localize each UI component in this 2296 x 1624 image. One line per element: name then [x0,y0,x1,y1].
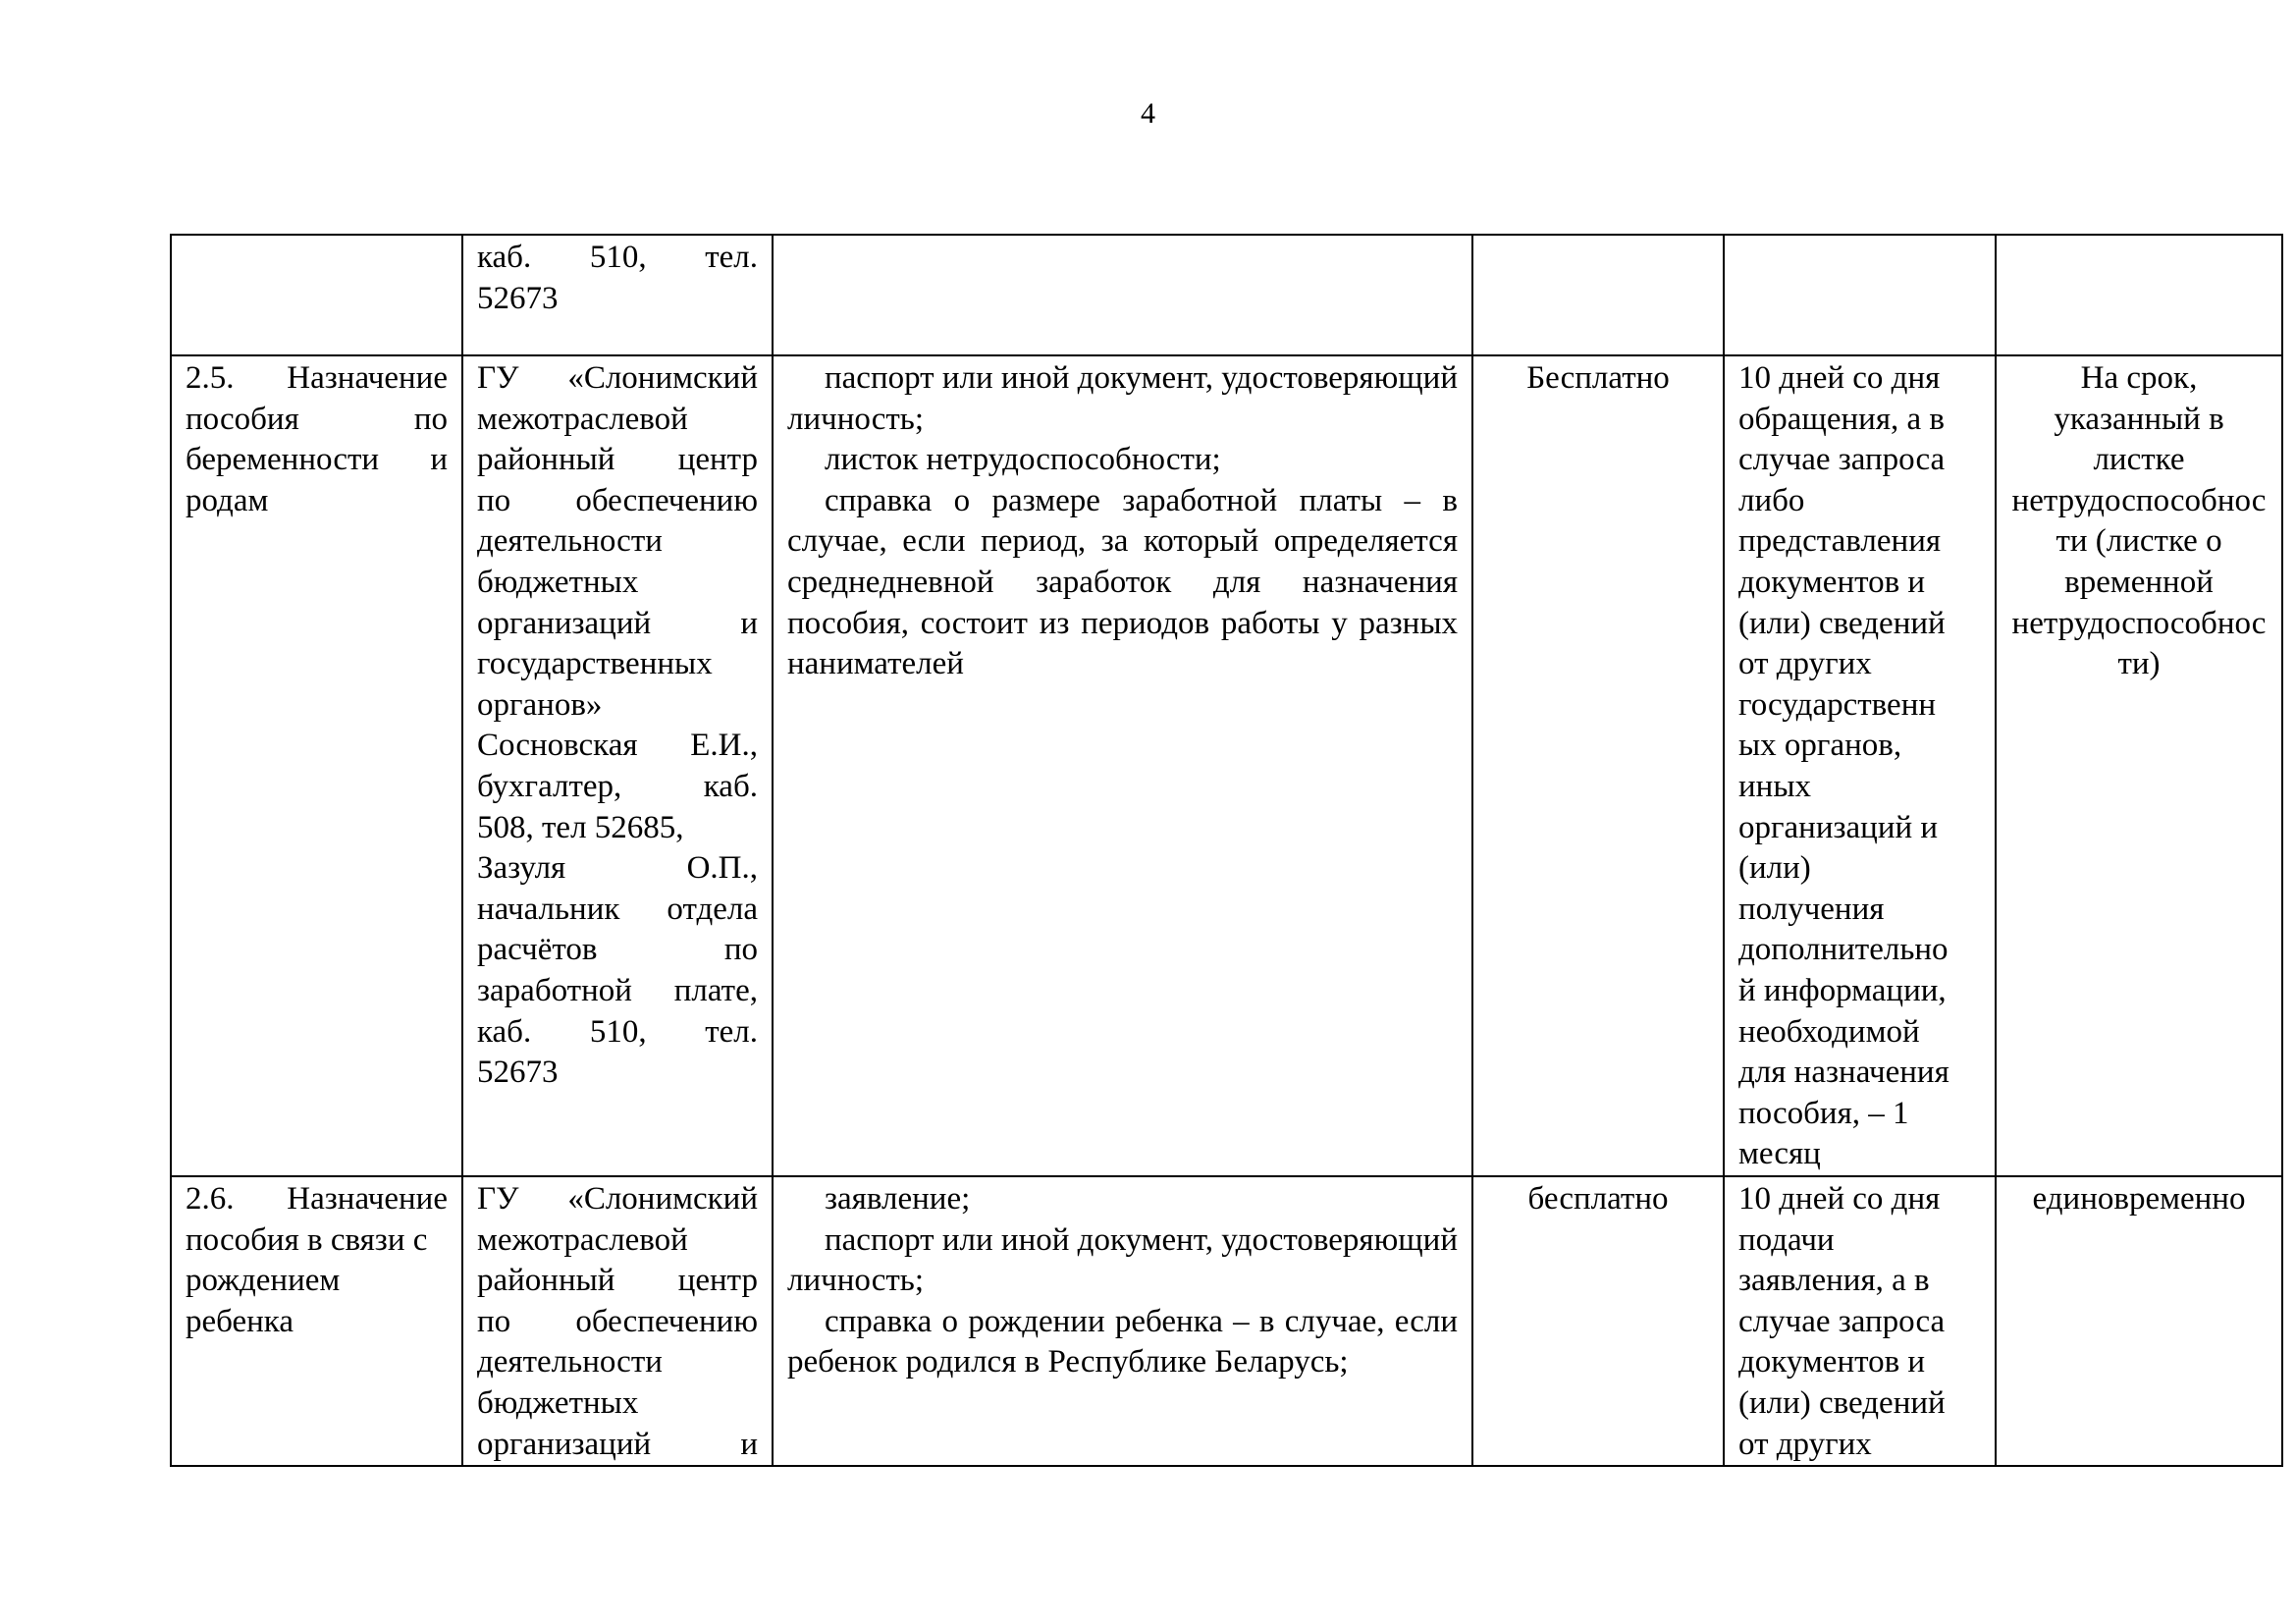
text-line: расчётов по [477,932,758,968]
table-row [171,235,2282,355]
text-line: ГУ «Слонимский [477,1181,758,1217]
validity-cell [1996,235,2282,355]
term-cell [1724,235,1996,355]
text-line: случае запроса [1738,1303,1946,1339]
text-line: организаций и [477,1426,758,1462]
text-line: органов» [477,686,603,723]
text-line: указанный в [2054,401,2224,437]
validity-cell [1996,1176,2282,1466]
fee-text: Бесплатно [1526,360,1670,396]
text-line: необходимой [1738,1013,1920,1050]
text-line: 10 дней со дня [1738,360,1941,396]
table-row [171,355,2282,1176]
text-line: нетрудоспособнос [2011,482,2267,518]
text-line: получения [1738,891,1885,927]
text-line: начальник отдела [477,891,758,927]
text-line: бюджетных [477,1384,639,1421]
text-line: каб. 510, тел. [477,1013,758,1050]
text-line: пособия, – 1 [1738,1095,1909,1131]
fee-cell [1472,1176,1724,1466]
text-line: по обеспечению [477,482,758,518]
text-line: 52673 [477,280,559,316]
text-line: й информации, [1738,972,1947,1008]
text-line: государственных [477,646,713,682]
responsible-body-cell [462,355,773,1176]
text-line: подачи [1738,1221,1835,1258]
text-line: ГУ «Слонимский [477,360,758,396]
text-line: обращения, а в [1738,401,1945,437]
text-line: временной [2064,564,2214,600]
text-line: межотраслевой [477,401,688,437]
text-line: ти (листке о [2056,523,2222,560]
responsible-body-cell [462,235,773,355]
text-line: единовременно [2032,1181,2246,1217]
text-line: для назначения [1738,1055,1949,1091]
page-number: 4 [1141,97,1155,130]
text-line: родам [186,482,269,518]
text-line: беременности и [186,442,448,478]
text-line: государственн [1738,686,1937,723]
text-line: (или) [1738,850,1811,887]
documents-cell [773,235,1472,355]
validity-cell [1996,355,2282,1176]
text-line: документов и [1738,1344,1926,1380]
text-line: 10 дней со дня [1738,1181,1941,1217]
text-line: На срок, [2080,360,2198,396]
text-line: Сосновская Е.И., [477,728,758,764]
text-line: межотраслевой [477,1221,688,1258]
fee-text: бесплатно [1527,1181,1669,1217]
text-line: документов и [1738,564,1926,600]
procedure-name-cell [171,235,462,355]
text-line: нетрудоспособнос [2011,605,2267,641]
table-row [171,1176,2282,1466]
term-cell [1724,355,1996,1176]
text-line: 2.6. Назначение [186,1181,448,1217]
text-line: ти) [2117,646,2161,682]
text-line: пособия по [186,401,448,437]
text-line: (или) сведений [1738,605,1946,641]
text-line: районный центр [477,1263,758,1299]
procedure-name-cell [171,1176,462,1466]
text-line: месяц [1738,1136,1821,1172]
text-line: бюджетных [477,564,639,600]
text-line: иных [1738,768,1811,804]
text-line: организаций и [1738,809,1939,845]
text-line: деятельности [477,523,663,560]
text-line: 2.5. Назначение [186,360,448,396]
fee-cell [1472,355,1724,1176]
document-item: листок нетрудоспособности; [825,442,1221,478]
text-line: случае запроса [1738,442,1946,478]
fee-cell [1472,235,1724,355]
text-line: по обеспечению [477,1303,758,1339]
document-item: справка о рождении ребенка – в случае, если ребенок родился в Республике Беларусь; [787,1303,1458,1380]
text-line: от других [1738,646,1872,682]
text-line: ых органов, [1738,728,1902,764]
procedures-table [170,234,2283,1467]
term-cell [1724,1176,1996,1466]
text-line: дополнительно [1738,932,1949,968]
text-line: пособия в связи с [186,1221,428,1258]
text-line: заработной плате, [477,972,758,1008]
text-line: Зазуля О.П., [477,850,758,887]
documents-cell [773,355,1472,1176]
text-line: районный центр [477,442,758,478]
text-line: либо [1738,482,1805,518]
text-line: организаций и [477,605,758,641]
text-line: (или) сведений [1738,1384,1946,1421]
text-line: 52673 [477,1055,559,1091]
text-line: от других [1738,1426,1872,1462]
document-item: паспорт или иной документ, удостоверяющий личность; [787,1221,1458,1299]
text-line: деятельности [477,1344,663,1380]
text-line: рождением [186,1263,341,1299]
procedure-name-cell [171,355,462,1176]
text-line: заявления, а в [1738,1263,1930,1299]
text-line: каб. 510, тел. [477,240,758,275]
text-line: бухгалтер, каб. [477,768,758,804]
text-line: листке [2093,442,2185,478]
documents-cell [773,1176,1472,1466]
text-line: ребенка [186,1303,294,1339]
text-line: 508, тел 52685, [477,809,684,845]
text-line: представления [1738,523,1942,560]
document-item: паспорт или иной документ, удостоверяющий личность; [787,360,1458,437]
document-item: заявление; [825,1181,971,1217]
document-item: справка о размере заработной платы – в случае, если период, за который определяется среднедневной заработок для назначения пособия, состоит из периодов работы у разных нанимателей [787,482,1458,682]
responsible-body-cell [462,1176,773,1466]
